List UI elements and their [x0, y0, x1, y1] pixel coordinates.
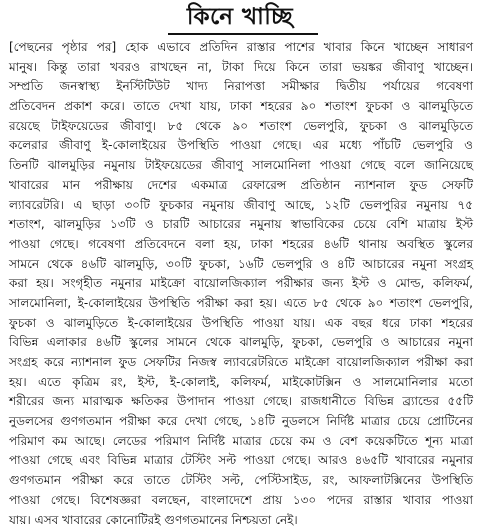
article-line: বিভিন্ন এলাকার ৪৬টি স্কুলের সামনে থেকে ঝালমুড়ি, ফুচকা, ভেলপুরি ও আচারের নমুনা	[9, 333, 473, 353]
article-body	[9, 38, 473, 490]
article-line: কলেরার জীবাণু ই-কোলাইয়ের উপস্থিতি পাওয়া গেছে। এর মধ্যে পাঁচটি ভেলপুরি ও	[9, 136, 473, 156]
article-line: গুণগতমান পরীক্ষা করে তাতে টেস্টিং সল্ট, পেস্টিসাইড, রং, আফলাটক্সিনের উপস্থিতি	[9, 471, 473, 491]
article-line: পাওয়া গেছে। বিশেষজ্ঞরা বলছেন, বাংলাদেশে প্রায় ১৩০ পদের রাস্তার খাবার পাওয়া	[9, 491, 473, 511]
article-line: শতাংশ, ঝালমুড়ির ১৩টি ও চারটি আচারের নমুনায় স্বাভাবিকের চেয়ে বেশি মাত্রায় ইস্ট	[9, 215, 473, 235]
headline-underline	[168, 33, 318, 35]
article-line: নুডলসের গুণগতমান পরীক্ষা করে দেখা গেছে, ১৪টি নুডলসে নির্দিষ্ট মাত্রার চেয়ে প্রোটিনের	[9, 412, 473, 432]
article-line: ল্যাবরেটরি। এ ছাড়া ৩০টি ফুচকার নমুনায় জীবাণু আছে, ১২টি ভেলপুরির নমুনায় ৭৫	[9, 196, 473, 216]
article-line: ফুচকা ও ঝালমুড়িতে ই-কোলাইয়ের উপস্থিতি পাওয়া যায়। এক বছর ধরে ঢাকা শহরের	[9, 314, 473, 334]
article-line: তিনটি ঝালমুড়ির নমুনায় টাইফয়েডের জীবাণু সালমোনিলা পাওয়া গেছে বলে জানিয়েছে	[9, 156, 473, 176]
article-line: সংগ্রহ করে ন্যাশনাল ফুড সেফটির নিজস্ব ল্যাবরেটরিতে মাইক্রো বায়োলজিক্যাল পরীক্ষা করা	[9, 353, 473, 373]
article-line: সম্প্রতি জনস্বাস্থ্য ইনস্টিটিউট খাদ্য নিরাপত্তা সমীক্ষার দ্বিতীয় পর্যায়ের গবেষণা	[9, 77, 473, 97]
headline: কিনে খাচ্ছি	[0, 2, 480, 32]
article-line: মানুষ। কিন্তু তারা খবরও রাখছেন না, টাকা দিয়ে কিনে তারা ভয়ঙ্কর জীবাণু খাচ্ছেন।	[9, 58, 473, 78]
article-line: পরিমাণ কম আছে। লেডের পরিমাণ নির্দিষ্ট মাত্রার চেয়ে কম ও বেশ কয়েকটিতে শূন্য মাত্রা	[9, 432, 473, 452]
article-line: সালমোনিলা, ই-কোলাইয়ের উপস্থিতি পরীক্ষা করা হয়। এতে ৮৫ থেকে ৯০ শতাংশ ভেলপুরি,	[9, 294, 473, 314]
article-line: [পেছনের পৃষ্ঠার পর] হোক এভাবে প্রতিদিন রাস্তার পাশের খাবার কিনে খাচ্ছেন সাধারণ	[9, 38, 473, 58]
article-line: যায়। এসব খাবারের কোনোটিরই গুণগতমানের নিশ্চয়তা নেই।	[9, 511, 473, 530]
article-line: প্রতিবেদন প্রকাশ করে। তাতে দেখা যায়, ঢাকা শহরের ৯০ শতাংশ ফুচকা ও ঝালমুড়িতে	[9, 97, 473, 117]
article-line: খাবারের মান পরীক্ষায় দেশের একমাত্র রেফারেন্স প্রতিষ্ঠান ন্যাশনাল ফুড সেফটি	[9, 176, 473, 196]
article-line: পাওয়া গেছে। গবেষণা প্রতিবেদনে বলা হয়, ঢাকা শহরের ৪৬টি থানায় অবস্থিত স্কুলের	[9, 235, 473, 255]
article-line: শরীরের জন্য মারাত্মক ক্ষতিকর উপাদান পাওয়া গেছে। রাজধানীতে বিভিন্ন ব্র্যান্ডের ৫৫টি	[9, 392, 473, 412]
article-line: রয়েছে টাইফয়েডের জীবাণু। ৮৫ থেকে ৯০ শতাংশ ভেলপুরি, ফুচকা ও ঝালমুড়িতে	[9, 117, 473, 137]
article-line: সামনে থেকে ৪৬টি ঝালমুড়ি, ৩০টি ফুচকা, ১৬টি ভেলপুরি ও ৪টি আচারের নমুনা সংগ্রহ	[9, 255, 473, 275]
article-line: করা হয়। সংগৃহীত নমুনার মাইক্রো বায়োলজিক্যাল পরীক্ষার জন্য ইস্ট ও মোল্ড, কলিফর্ম,	[9, 274, 473, 294]
article-line: হয়। এতে কৃত্রিম রং, ইস্ট, ই-কোলাই, কলিফর্ম, মাইকোটক্সিন ও সালমোনিলার মতো	[9, 373, 473, 393]
article-line: পাওয়া গেছে এবং বিভিন্ন মাত্রার টেস্টিং সল্ট পাওয়া গেছে। আরও ৪৬৫টি খাবারের নমুনার	[9, 451, 473, 471]
